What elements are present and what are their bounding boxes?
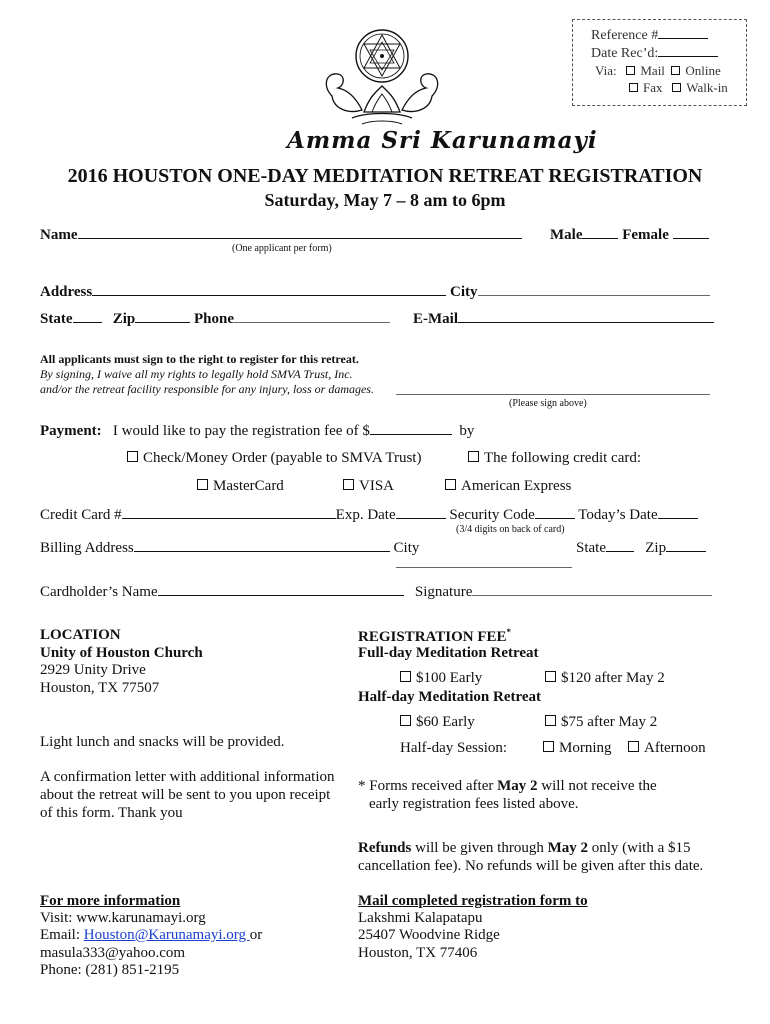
credit-checkbox[interactable]	[468, 451, 479, 462]
mastercard-label: MasterCard	[213, 478, 284, 494]
info-email-or: or	[249, 927, 263, 943]
credit-option[interactable]	[468, 450, 641, 467]
email-label: E-Mail	[413, 311, 458, 327]
cardholder-row[interactable]	[40, 583, 712, 601]
full-late-option[interactable]	[545, 670, 665, 687]
morning-option[interactable]	[543, 740, 612, 757]
houston-email-link[interactable]: Houston@Karunamayi.org	[83, 927, 250, 943]
male-label: Male	[550, 227, 583, 243]
billing-city-label: City	[393, 540, 420, 556]
phone-label: Phone	[194, 311, 235, 327]
confirm-line1: A confirmation letter with additional information	[40, 769, 335, 785]
fax-checkbox[interactable]	[629, 83, 638, 92]
payment-row	[40, 422, 474, 440]
billing-label: Billing Address	[40, 540, 134, 556]
cc-label: Credit Card #	[40, 507, 122, 523]
via-fax-label: Fax	[643, 80, 663, 95]
via-row	[595, 63, 721, 79]
fee-asterisk: *	[506, 627, 512, 637]
mastercard-option[interactable]	[197, 478, 284, 495]
exp-label: Exp. Date	[335, 507, 396, 523]
waiver-sign-note: (Please sign above)	[509, 398, 587, 409]
info-heading: For more information	[40, 893, 181, 909]
reference-number-field[interactable]	[591, 26, 708, 44]
fee-heading	[358, 627, 511, 646]
confirm-line3: of this form. Thank you	[40, 805, 183, 821]
full-late-label: $120 after May 2	[561, 670, 665, 686]
credit-label: The following credit card:	[484, 450, 642, 466]
mail-checkbox[interactable]	[626, 66, 635, 75]
half-early-option[interactable]	[400, 714, 475, 731]
session-label: Half-day Session:	[400, 740, 508, 756]
half-late-checkbox[interactable]	[545, 715, 556, 726]
name-label: Name	[40, 227, 78, 243]
payment-text: I would like to pay the registration fee of $	[112, 423, 370, 439]
cardholder-label: Cardholder’s Name	[40, 584, 158, 600]
confirm-line2: about the retreat will be sent to you upon receipt	[40, 787, 331, 803]
zip-label: Zip	[112, 311, 136, 327]
location-city: Houston, TX 77507	[40, 680, 160, 696]
afternoon-checkbox[interactable]	[628, 741, 639, 752]
sec-note: (3/4 digits on back of card)	[456, 524, 565, 535]
credit-card-row[interactable]	[40, 506, 698, 524]
address-label: Address	[40, 284, 93, 300]
check-label: Check/Money Order (payable to SMVA Trust)	[143, 450, 422, 466]
via-label: Via:	[595, 63, 617, 78]
full-day-heading: Full-day Meditation Retreat	[358, 645, 539, 661]
afternoon-label: Afternoon	[644, 740, 706, 756]
refund-d: only (with a $15	[588, 840, 691, 856]
via-row-2	[629, 80, 728, 96]
amex-option[interactable]	[445, 478, 571, 495]
full-early-option[interactable]	[400, 670, 482, 687]
early-note-date: May 2	[497, 778, 538, 794]
billing-row[interactable]	[40, 539, 419, 557]
city-label: City	[450, 284, 478, 300]
waiver-line1: By signing, I waive all my rights to legally hold SMVA Trust, Inc.	[40, 367, 353, 381]
waiver-heading: All applicants must sign to the right to register for this retreat.	[40, 352, 359, 366]
form-title: 2016 HOUSTON ONE-DAY MEDITATION RETREAT REGISTRATION	[67, 165, 703, 187]
online-checkbox[interactable]	[671, 66, 680, 75]
billing-state-zip[interactable]	[576, 539, 706, 557]
amex-label: American Express	[461, 478, 572, 494]
lunch-note: Light lunch and snacks will be provided.	[40, 734, 285, 750]
visa-label: VISA	[359, 478, 395, 494]
half-late-label: $75 after May 2	[561, 714, 658, 730]
refund-b: will be given through	[411, 840, 548, 856]
location-venue: Unity of Houston Church	[40, 645, 203, 661]
info-phone: Phone: (281) 851-2195	[40, 962, 180, 978]
full-early-checkbox[interactable]	[400, 671, 411, 682]
payment-label: Payment:	[40, 423, 102, 439]
via-walkin-label: Walk-in	[686, 80, 728, 95]
half-day-heading: Half-day Meditation Retreat	[358, 689, 542, 705]
half-late-option[interactable]	[545, 714, 657, 731]
check-option[interactable]	[127, 450, 421, 467]
location-street: 2929 Unity Drive	[40, 662, 146, 678]
payment-by: by	[459, 423, 475, 439]
location-heading: LOCATION	[40, 627, 121, 643]
date-received-label: Date Rec’d:	[591, 46, 659, 61]
early-note-a: * Forms received after	[358, 778, 498, 794]
via-mail-label: Mail	[640, 63, 665, 78]
name-note: (One applicant per form)	[232, 243, 332, 254]
mail-heading: Mail completed registration form to	[358, 893, 588, 909]
billing-state-label: State	[576, 540, 606, 556]
early-note	[358, 778, 657, 795]
early-note-c: will not receive the	[537, 778, 657, 794]
via-online-label: Online	[685, 63, 721, 78]
name-field[interactable]	[40, 226, 522, 244]
info-email2: masula333@yahoo.com	[40, 945, 186, 961]
date-received-field[interactable]	[591, 44, 718, 62]
billing-city-line[interactable]	[396, 555, 572, 573]
info-visit: Visit: www.karunamayi.org	[40, 910, 206, 926]
state-label: State	[40, 311, 73, 327]
office-use-box	[572, 19, 747, 106]
today-label: Today’s Date	[578, 507, 658, 523]
morning-checkbox[interactable]	[543, 741, 554, 752]
fee-heading-text: REGISTRATION FEE	[358, 629, 507, 645]
script-title: Amma Sri Karunamayi	[287, 127, 598, 154]
sri-yantra-swan-logo	[312, 26, 452, 128]
waiver-line2: and/or the retreat facility responsible for any injury, loss or damages.	[40, 382, 374, 396]
form-subtitle: Saturday, May 7 – 8 am to 6pm	[264, 190, 506, 210]
amex-checkbox[interactable]	[445, 479, 456, 490]
refund-line2: cancellation fee). No refunds will be given after this date.	[358, 858, 704, 874]
refund-note	[358, 840, 691, 857]
mail-name: Lakshmi Kalapatapu	[358, 910, 483, 926]
fee-amount-field[interactable]	[370, 422, 452, 435]
half-early-label: $60 Early	[416, 714, 475, 730]
mail-street: 25407 Woodvine Ridge	[358, 927, 500, 943]
visa-option[interactable]	[343, 478, 394, 495]
afternoon-option[interactable]	[628, 740, 706, 757]
half-early-checkbox[interactable]	[400, 715, 411, 726]
sec-label: Security Code	[449, 507, 535, 523]
gender-field[interactable]	[550, 226, 709, 244]
check-checkbox[interactable]	[127, 451, 138, 462]
state-zip-row[interactable]	[40, 310, 390, 328]
signature-label: Signature	[414, 584, 473, 600]
visa-checkbox[interactable]	[343, 479, 354, 490]
morning-label: Morning	[559, 740, 612, 756]
refund-word: Refunds	[358, 840, 412, 856]
info-email-label: Email:	[40, 927, 84, 943]
refund-date: May 2	[547, 840, 589, 856]
full-late-checkbox[interactable]	[545, 671, 556, 682]
early-note-line2: early registration fees listed above.	[369, 796, 579, 812]
info-email-row	[40, 927, 262, 944]
email-field[interactable]	[413, 310, 714, 328]
reference-label: Reference #	[591, 28, 659, 43]
full-early-label: $100 Early	[416, 670, 483, 686]
female-label: Female	[622, 227, 669, 243]
mastercard-checkbox[interactable]	[197, 479, 208, 490]
billing-zip-label: Zip	[645, 540, 667, 556]
mail-city: Houston, TX 77406	[358, 945, 478, 961]
walkin-checkbox[interactable]	[672, 83, 681, 92]
address-field[interactable]	[40, 283, 710, 301]
